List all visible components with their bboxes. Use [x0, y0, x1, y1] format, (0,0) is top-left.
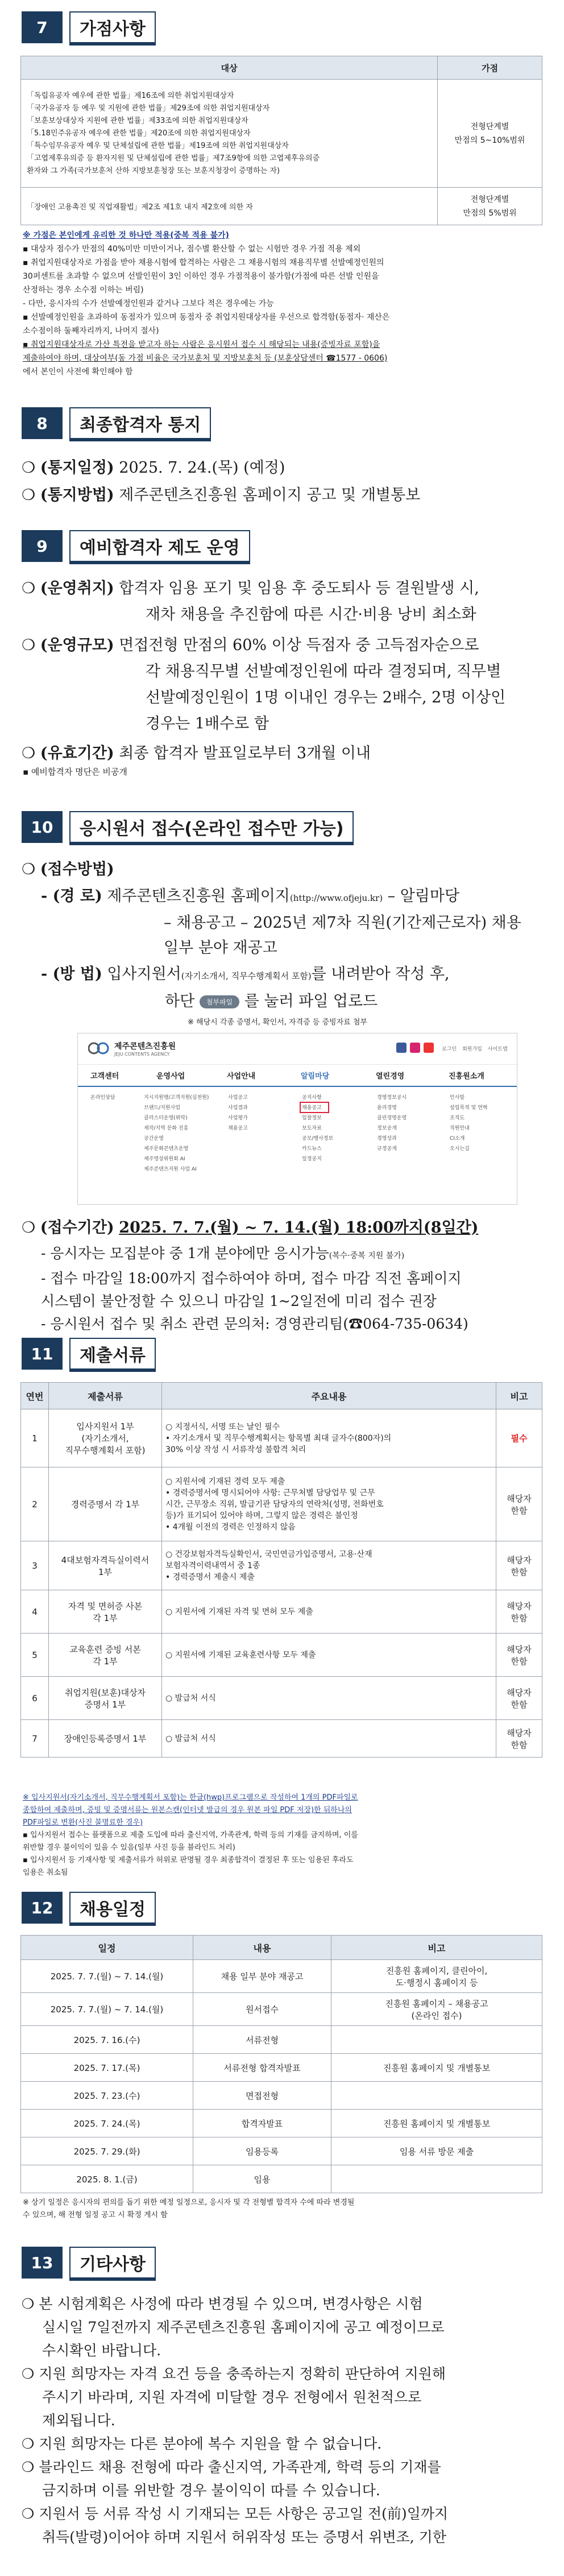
points-cell: 전형단계별 만점의 5~10%범위 [438, 80, 542, 188]
method-note: ※ 해당시 각종 증명서, 확인서, 자격증 등 증빙자료 첨부 [188, 1018, 367, 1027]
table-header: 비고 [331, 1936, 542, 1960]
section-number: 7 [22, 11, 63, 43]
section-12-header [22, 1892, 340, 1924]
nav-item[interactable]: 사업안내 [227, 1072, 256, 1081]
facebook-icon[interactable] [396, 1043, 407, 1053]
site-brand: 제주콘텐츠진흥원 [114, 1042, 176, 1051]
nav-item[interactable]: 열린경영 [376, 1072, 405, 1081]
section-title: 예비합격자 제도 운영 [69, 530, 250, 562]
table-header: 비고 [496, 1383, 542, 1409]
table-row: 2025. 8. 1.(금) 임용 [21, 2165, 542, 2193]
section-9-header [22, 530, 340, 562]
bonus-points-table [20, 56, 542, 225]
section-7-notes: ※ 가점은 본인에게 유리한 것 하나만 적용(중복 적용 불가) ▪ 대상자 점수가 만점의 40%미만 미만이거나, 점수별 환산할 수 없는 시험만 경우 가점 적용 제외 ▪ 취업지원대상자로 가점을 받아 채용시험에 합격하는 사람은 그 채용시험의 채용직무별 선발예정인원의 30퍼센트를 초과할 수 없으며 선발인원이 3인 이하인 경우 가점적용이 불가함(가점에 따른 선발 인원을 산정하는 경우 소수점 이하는 버림) - 다만, 응시자의 수가 선발예정인원과 같거나 그보다 적은 경우에는 가능 ▪ 선발예정인원을 초과하여 동점자가 있으며 동점자 중 취업지원대상자를 우선으로 합격함(동점자· 재산은 소수점이하 둘째자리까지, 나머지 절사) ▪ 취업지원대상자로 가산 특전을 받고자 하는 사람은 응시원서 접수 시 해당되는 내용(증빙자료 포함)을 제출하여야 하며, 대상여부(동 가점 비율은 국가보훈처 및 지방보훈처 등 (보훈상담센터 ☎1577 - 0606) 에서 본인이 사전에 확인해야 함 [23, 231, 390, 377]
section-number: 13 [22, 2247, 63, 2279]
nav-item[interactable]: 진흥원소개 [449, 1072, 484, 1081]
site-logo-icon [88, 1040, 111, 1056]
nav-item[interactable]: 고객센터 [90, 1072, 119, 1081]
section-12-notes: ※ 상기 일정은 응시자의 편의를 돕기 위한 예정 일정으로, 응시자 및 각 전형별 합격자 수에 따라 변경될 수 있으며, 해 전형 일정 공고 시 확정 게시 함 [23, 2198, 355, 2219]
documents-table [20, 1382, 542, 1758]
attachment-button[interactable]: 첨부파일 [200, 995, 239, 1008]
period-notes: - 응시자는 모집분야 중 1개 분야에만 응시가능(복수·중복 지원 불가) - 접수 마감일 18:00까지 접수하여야 하며, 접수 마감 직전 홈페이지 시스템이 불안정할 수 있으니 마감일 1~2일전에 미리 접수 권장 - 응시원서 접수 및 취소 관련 문의처: 경영관리팀(☎064-735-0634) [41, 1245, 468, 1332]
section-number: 11 [22, 1338, 63, 1370]
section-title: 제출서류 [69, 1338, 156, 1370]
site-col-2: 지시지원행/고객지원(실천원) 브랜드/지원사업 클러스터운영(위탁) 제작/지역 문화 진흥 공간운영 제주문화콘텐츠운영 제주영상위원회 AI 제주콘텐츠지원 사업 AI [144, 1095, 209, 1172]
table-row: 2025. 7. 29.(화) 임용등록 임용 서류 방문 제출 [21, 2137, 542, 2165]
table-row: 5 교육훈련 증빙 서본 각 1부 ○ 지원서에 기재된 교육훈련사항 모두 제출 해당자 한함 [21, 1634, 542, 1677]
table-header: 내용 [193, 1936, 331, 1960]
social-icons [396, 1043, 434, 1053]
table-header: 제출서류 [49, 1383, 162, 1409]
table-header: 가점 [438, 56, 542, 80]
period-item: ❍ (접수기간) 2025. 7. 7.(월) ~ 7. 14.(월) 18:00까지(8일간) [22, 1219, 479, 1237]
method-line-2: 하단 첨부파일 를 눌러 파일 업로드 [165, 993, 378, 1010]
table-header: 주요내용 [162, 1383, 496, 1409]
site-col-5: 경영정보공시 윤리경영 클린경영운영 정보공개 경영성과 규정공개 [377, 1095, 407, 1152]
section-title: 응시원서 접수(온라인 접수만 가능) [69, 811, 354, 843]
section-number: 12 [22, 1892, 63, 1924]
section-7-header [22, 11, 340, 43]
highlight-box [300, 1102, 329, 1113]
section-11-notes: ※ 입사지원서(자기소개서, 직무수행계획서 포함)는 한글(hwp)프로그램으로 작성하여 1개의 PDF파일로 종합하여 제출하며, 증빙 및 증명서류는 원본스캔(인터넷 발급의 경우 원본 파일 PDF 저장)한 뒤하나의 PDF파일로 변환(사진 불명료한 경우) ▪ 입사지원서 접수는 플랫폼으로 제출 도입에 따라 출신지역, 가족관계, 학력 등의 기재를 금지하며, 이를 위반할 경우 불이익이 있을 수 있음(일부 사진 등을 블라인드 처리) ▪ 입사지원서 등 기재사항 및 제출서류가 허위로 판명될 경우 최종합격이 결정된 후 또는 임용된 후라도 임용은 취소됨 [23, 1793, 358, 1877]
site-col-3: 사업공고 사업결과 사업평가 채용공고 [228, 1095, 248, 1131]
table-row: 7 장애인등록증명서 1부 ○ 발급처 서식 해당자 한함 [21, 1720, 542, 1758]
site-col-4: 공지사항 채용공고 입찰정보 보도자료 공모/행사정보 카드뉴스 일정공지 [302, 1095, 334, 1162]
table-row: 2025. 7. 16.(수) 서류전형 [21, 2026, 542, 2054]
nav-item[interactable]: 운영사업 [156, 1072, 185, 1081]
section-number: 8 [22, 407, 63, 439]
section-8-header [22, 407, 340, 439]
section-11-header [22, 1338, 340, 1370]
route-item: - (경 로) 제주콘텐츠진흥원 홈페이지(http://www.ofjeju.kr) – 알림마당 – 채용공고 – 2025년 제7차 직원(기간제근로자) 채용 일부 분야 재공고 [41, 887, 521, 957]
website-screenshot [77, 1033, 517, 1205]
table-row [21, 188, 542, 225]
notice-schedule-item: ❍ (통지일정) 2025. 7. 24.(목) (예정) [22, 459, 285, 477]
section-title: 가점사항 [69, 11, 156, 43]
table-row: 2 경력증명서 각 1부 ○ 지원서에 기재된 경력 모두 제출 • 경력증명서에 명시되어야 사항: 근무처별 담당업무 및 근무 시간, 근무장소 직위, 발급기관 담당자의 연락처(성명, 전화번호 등)가 표기되어 있어야 하며, 그렇지 않은 경력은 불인정 • 4개월 이전의 경력은 인정하지 않음 해당자 한함 [21, 1467, 542, 1541]
section-10-header [22, 811, 344, 843]
site-brand-sub: JEJU CONTENTS AGENCY [114, 1052, 170, 1057]
table-row: 6 취업지원(보훈)대상자 증명서 1부 ○ 발급처 서식 해당자 한함 [21, 1677, 542, 1720]
reserve-validity-item: ❍ (유효기간) 최종 합격자 발표일로부터 3개월 이내 [22, 745, 371, 762]
reserve-scale-item: ❍ (운영규모) 면접전형 만점의 60% 이상 득점자 중 고득점자순으로 각 채용직무별 선발예정인원에 따라 결정되며, 직무별 선발예정인원이 1명 이내인 경우는 2배수, 2명 이상인 경우는 1배수로 함 [22, 636, 506, 733]
eligibility-cell: 「독립유공자 예우에 관한 법률」제16조에 의한 취업지원대상자 「국가유공자 등 예우 및 지원에 관한 법률」제29조에 의한 취업지원대상자 「보훈보상대상자 지원에 관한 법률」제33조에 의한 취업지원대상자 「5.18민주유공자 예우에 관한 법률」제20조에 의한 취업지원대상자 「특수임무유공자 예우 및 단체설립에 관한 법률」제19조에 의한 취업지원대상자 「고엽제후유의증 등 환자지원 및 단체설립에 관한 법률」제7조9항에 의한 고엽제후유의증 환자와 그 가족(국가보훈처 산하 지방보훈청장 또는 보훈지청장이 증명하는 자) [21, 80, 438, 188]
youtube-icon[interactable] [424, 1043, 434, 1053]
table-row: 2025. 7. 7.(월) ~ 7. 14.(월) 원서접수 진흥원 홈페이지 – 채용공고 (온라인 접수) [21, 1993, 542, 2026]
nav-item-notice[interactable]: 알림마당 [301, 1072, 330, 1081]
reserve-note: ▪ 예비합격자 명단은 비공개 [23, 767, 127, 777]
eligibility-cell: 「장애인 고용촉진 및 직업재활법」제2조 제1호 내지 제2호에 의한 자 [21, 188, 438, 225]
section-title: 채용일정 [69, 1892, 156, 1924]
section-title: 기타사항 [69, 2247, 156, 2279]
table-row [21, 80, 542, 188]
table-row: 3 4대보험자격득실이력서 1부 ○ 건강보험자격득실확인서, 국민연금가입증명서, 고용·산재 보험자격이력내역서 중 1종 • 경력증명서 제출시 제출 해당자 한함 [21, 1541, 542, 1590]
table-header: 대상 [21, 56, 438, 80]
reserve-purpose-item: ❍ (운영취지) 합격자 임용 포기 및 임용 후 중도퇴사 등 결원발생 시, 재차 채용을 추진함에 따른 시간·비용 낭비 최소화 [22, 580, 479, 623]
table-row: 1 입사지원서 1부 (자기소개서, 직무수행계획서 포함) ○ 지정서식, 서명 또는 날인 필수 • 자기소개서 및 직무수행계획서는 항목별 최대 글자수(800자)의 30% 이상 작성 시 서류작성 불합격 처리 필수 [21, 1409, 542, 1467]
section-number: 10 [22, 811, 63, 843]
section-number: 9 [22, 530, 63, 562]
schedule-table [20, 1935, 542, 2193]
table-row: 4 자격 및 면허증 사본 각 1부 ○ 지원서에 기재된 자격 및 면허 모두 제출 해당자 한함 [21, 1590, 542, 1634]
section-title: 최종합격자 통지 [69, 407, 211, 439]
table-header: 연번 [21, 1383, 49, 1409]
points-cell: 전형단계별 만점의 5%범위 [438, 188, 542, 225]
site-top-links: 로그인 회원가입 사이트맵 [442, 1047, 508, 1052]
etc-items: ❍ 본 시험계획은 사정에 따라 변경될 수 있으며, 변경사항은 시험 실시일 7일전까지 제주콘텐츠진흥원 홈페이지에 공고 예정이므로 수시확인 바랍니다. ❍ 지원 희망자는 자격 요건 등을 충족하는지 정확히 판단하여 지원해 주시기 바라며, 지원 자격에 미달할 경우 전형에서 원천적으로 제외됩니다. ❍ 지원 희망자는 다른 분야에 복수 지원을 할 수 없습니다. ❍ 블라인드 채용 전형에 따라 출신지역, 가족관계, 학력 등의 기재를 금지하며 이를 위반할 경우 불이익이 따를 수 있습니다. ❍ 지원서 등 서류 작성 시 기재되는 모든 사항은 공고일 전(前)일까지 취득(발령)이어야 하며 지원서 허위작성 또는 증명서 위변조, 기한 [22, 2296, 449, 2545]
table-row: 2025. 7. 17.(목) 서류전형 합격자발표 진흥원 홈페이지 및 개별통보 [21, 2054, 542, 2082]
table-row: 2025. 7. 24.(목) 합격자발표 진흥원 홈페이지 및 개별통보 [21, 2110, 542, 2137]
site-col-6: 인사말 설립목적 및 연혁 조직도 직원안내 CI소개 오시는길 [450, 1095, 488, 1152]
site-header [78, 1033, 517, 1065]
table-row: 2025. 7. 23.(수) 면접전형 [21, 2082, 542, 2110]
notice-method-item: ❍ (통지방법) 제주콘텐츠진흥원 홈페이지 공고 및 개별통보 [22, 486, 421, 504]
instagram-icon[interactable] [410, 1043, 420, 1053]
section-13-header [22, 2247, 340, 2279]
site-col-1: 온라인상담 [90, 1095, 115, 1101]
method-heading: ❍ (접수방법) [22, 861, 114, 878]
method-line-1: - (방 법) 입사지원서(자기소개서, 직무수행계획서 포함)를 내려받아 작성 후, [41, 965, 450, 983]
table-row: 2025. 7. 7.(월) ~ 7. 14.(월) 채용 일부 분야 재공고 진흥원 홈페이지, 클린아이, 도·행정시 홈페이지 등 [21, 1960, 542, 1993]
table-header: 일정 [21, 1936, 193, 1960]
